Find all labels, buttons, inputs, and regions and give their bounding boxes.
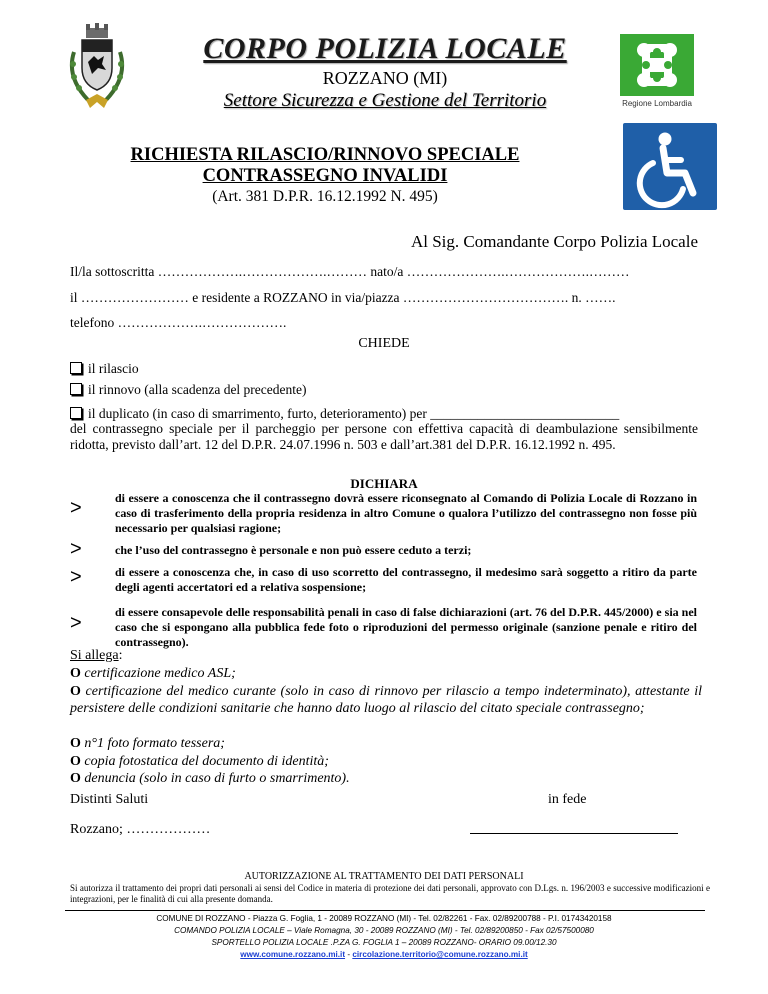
region-label: Regione Lombardia	[622, 99, 692, 108]
attachment-label: n°1 foto formato tessera;	[84, 736, 225, 751]
footer-links	[0, 949, 768, 960]
attachment-marker: O	[70, 666, 81, 681]
org-sector: Settore Sicurezza e Gestione del Territorio	[223, 90, 547, 111]
checkbox-icon[interactable]	[70, 362, 82, 374]
option-rinnovo[interactable]	[70, 381, 307, 398]
attachment-marker: O	[70, 771, 81, 786]
form-title-line2: CONTRASSEGNO INVALIDI	[202, 166, 448, 186]
attachment-marker: O	[70, 736, 81, 751]
footer-separator: -	[345, 950, 353, 959]
declaration-item: di essere a conoscenza che, in caso di uso scorretto del contrassegno, il medesimo sarà soggetto a ritiro da parte degli agenti accertatori ed a relativa sospensione;	[115, 565, 697, 594]
attachment-marker: O	[70, 684, 81, 699]
city-crest-icon	[64, 22, 130, 112]
attach-heading-colon: :	[118, 648, 123, 663]
attachment-item	[70, 753, 702, 770]
in-fede: in fede	[548, 792, 587, 807]
declaration-item: che l’uso del contrassegno è personale e non può essere ceduto a terzi;	[115, 543, 472, 557]
privacy-text: Si autorizza il trattamento dei propri dati personali ai sensi del Codice in materia di protezione dei dati personali, approvato con D.Lgs. n. 196/2003 e successive modificazioni e integrazioni, per le finalità di cui alla presente domanda.	[70, 883, 710, 904]
attachment-label: copia fotostatica del documento di identità;	[84, 754, 329, 769]
website-link[interactable]: www.comune.rozzano.mi.it	[240, 950, 346, 959]
region-lombardia-logo-icon	[620, 34, 694, 96]
option-label: il duplicato (in caso di smarrimento, furto, deterioramento) per ____________________________	[88, 406, 620, 421]
org-city: ROZZANO (MI)	[322, 68, 448, 88]
section-dichiara: DICHIARA	[350, 476, 418, 491]
checkbox-icon[interactable]	[70, 407, 82, 419]
declaration-item: di essere a conoscenza che il contrassegno dovrà essere riconsegnato al Comando di Polizia Locale di Rozzano in caso di trasferimento della propria residenza in altro Comune o qualora l’utilizzo del contrassegno non fosse più necessario per qualsiasi ragione;	[115, 491, 697, 535]
option-label: il rilascio	[88, 361, 139, 376]
option-duplicato[interactable]	[70, 405, 710, 422]
addressee: Al Sig. Comandante Corpo Polizia Locale	[410, 232, 698, 251]
footer-line2: COMANDO POLIZIA LOCALE – Viale Romagna, 30 - 20089 ROZZANO (MI) - Tel. 02/89200850 - Fax 02/57500080	[174, 926, 594, 935]
attachment-marker: O	[70, 754, 81, 769]
attachment-label: denuncia (solo in caso di furto o smarrimento).	[84, 771, 350, 786]
divider	[65, 910, 705, 911]
checkbox-icon[interactable]	[70, 383, 82, 395]
wheelchair-icon	[623, 123, 717, 210]
applicant-name-line[interactable]: Il/la sottoscritta ……………….……………….……… nato/a ………………….……………….………	[70, 264, 630, 279]
attach-heading: Si allega	[70, 648, 119, 663]
footer-line3: SPORTELLO POLIZIA LOCALE .P.ZA G. FOGLIA 1 – 20089 ROZZANO- ORARIO 09.00/12.30	[211, 938, 557, 947]
section-chiede: CHIEDE	[358, 336, 410, 351]
email-link[interactable]: circolazione.territorio@comune.rozzano.mi.it	[352, 950, 528, 959]
applicant-phone-line[interactable]: telefono ……………….……………….	[70, 315, 287, 330]
attachment-label: certificazione del medico curante (solo in caso di rinnovo per rilascio a tempo indeterminato), attestante il persistere delle condizioni sanitarie che hanno dato luogo al rilascio del citato speciale contrassegno;	[70, 684, 703, 716]
form-article: (Art. 381 D.P.R. 16.12.1992 N. 495)	[212, 188, 438, 205]
attach-heading-row	[70, 648, 123, 664]
attachment-item	[70, 735, 702, 752]
footer-line1: COMUNE DI ROZZANO - Piazza G. Foglia, 1 - 20089 ROZZANO (MI) - Tel. 02/82261 - Fax. 02/89200788 - P.I. 01743420158	[156, 914, 612, 923]
place-date-field[interactable]: Rozzano; ………………	[70, 822, 211, 837]
signature-line[interactable]	[470, 833, 678, 834]
privacy-title: AUTORIZZAZIONE AL TRATTAMENTO DEI DATI PERSONALI	[244, 871, 524, 882]
attachment-item	[70, 770, 702, 787]
option-rilascio[interactable]	[70, 360, 139, 377]
closing: Distinti Saluti	[70, 792, 149, 807]
option-label: il rinnovo (alla scadenza del precedente)	[88, 382, 307, 397]
request-description: del contrassegno speciale per il parcheggio per persone con effettiva capacità di deambulazione sensibilmente ridotta, previsto dall’art. 12 del D.P.R. 24.07.1996 n. 503 e dall’art.381 del D.P.R. 16.12.1992 n. 495.	[70, 421, 698, 452]
attachment-label: certificazione medico ASL;	[84, 666, 236, 681]
attachment-item	[70, 683, 702, 717]
arrow-bullet-icon: >	[70, 497, 82, 519]
form-title	[90, 145, 560, 187]
declaration-item: di essere consapevole delle responsabilità penali in caso di false dichiarazioni (art. 76 del D.P.R. 445/2000) e sia nel caso che si espongano alla pubblica fede foto o riproduzioni del permesso originale (sanzione penale e ritiro del contrassegno).	[115, 605, 697, 649]
form-title-line1: RICHIESTA RILASCIO/RINNOVO SPECIALE	[130, 145, 520, 165]
arrow-bullet-icon: >	[70, 538, 82, 560]
arrow-bullet-icon: >	[70, 566, 82, 588]
applicant-address-line[interactable]: il …………………… e residente a ROZZANO in via/piazza ………………………………. n. …….	[70, 290, 616, 305]
attachment-item	[70, 665, 702, 682]
org-title: CORPO POLIZIA LOCALE	[203, 32, 567, 65]
arrow-bullet-icon: >	[70, 612, 82, 634]
